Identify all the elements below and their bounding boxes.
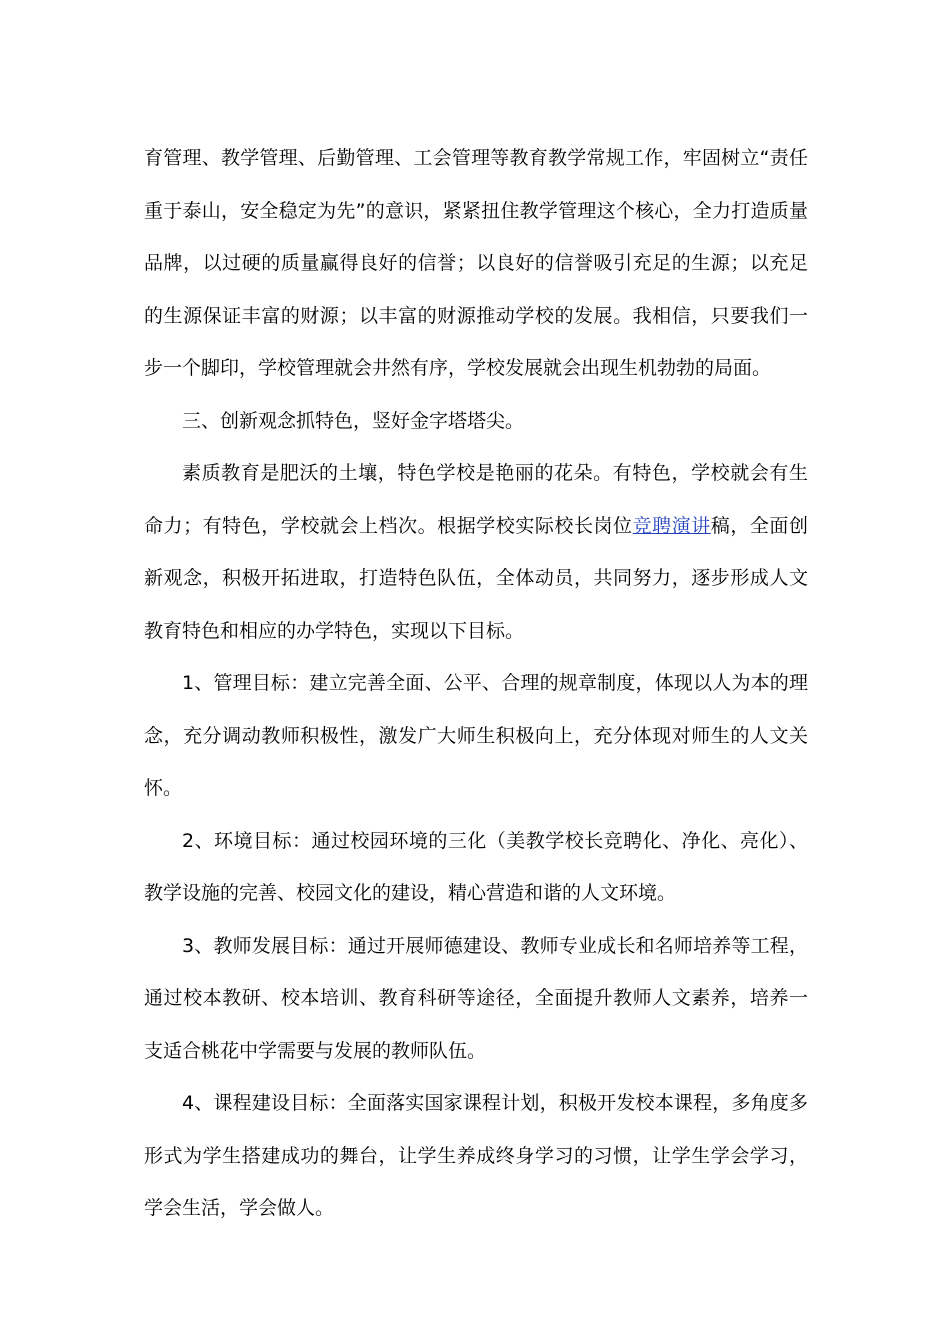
document-body [144, 132, 808, 1235]
speech-link[interactable]: 竞聘演讲 [632, 514, 711, 537]
paragraph-goal-management: 1、管理目标：建立完善全面、公平、合理的规章制度，体现以人为本的理念，充分调动教师积极性，激发广大师生积极向上，充分体现对师生的人文关怀。 [144, 672, 808, 799]
paragraph-school-management: 育管理、教学管理、后勤管理、工会管理等教育教学常规工作，牢固树立“责任重于泰山，安全稳定为先”的意识，紧紧扭住教学管理这个核心，全力打造质量品牌，以过硬的质量赢得良好的信誉；以良好的信誉吸引充足的生源；以充足的生源保证丰富的财源；以丰富的财源推动学校的发展。我相信，只要我们一步一个脚印，学校管理就会井然有序，学校发展就会出现生机勃勃的局面。 [144, 147, 808, 379]
section-heading-three: 三、创新观念抓特色，竖好金字塔塔尖。 [182, 409, 525, 432]
paragraph-goal-curriculum: 4、课程建设目标：全面落实国家课程计划，积极开发校本课程，多角度多形式为学生搭建成功的舞台，让学生养成终身学习的习惯，让学生学会学习，学会生活，学会做人。 [144, 1092, 808, 1219]
paragraph-text-before-link: 素质教育是肥沃的土壤，特色学校是艳丽的花朵。有特色，学校就会有生命力；有特色，学校就会上档次。根据学校实际校长岗位 [144, 462, 808, 537]
paragraph-quality-education [144, 447, 808, 657]
paragraph-goal-teacher-development: 3、教师发展目标：通过开展师德建设、教师专业成长和名师培养等工程，通过校本教研、校本培训、教育科研等途径，全面提升教师人文素养，培养一支适合桃花中学需要与发展的教师队伍。 [144, 934, 808, 1062]
paragraph-goal-environment: 2、环境目标：通过校园环境的三化（美教学校长竞聘化、净化、亮化）、教学设施的完善、校园文化的建设，精心营造和谐的人文环境。 [144, 829, 808, 904]
paragraph-text-after-link: 稿，全面创新观念，积极开拓进取，打造特色队伍，全体动员，共同努力，逐步形成人文教育特色和相应的办学特色，实现以下目标。 [144, 514, 808, 642]
